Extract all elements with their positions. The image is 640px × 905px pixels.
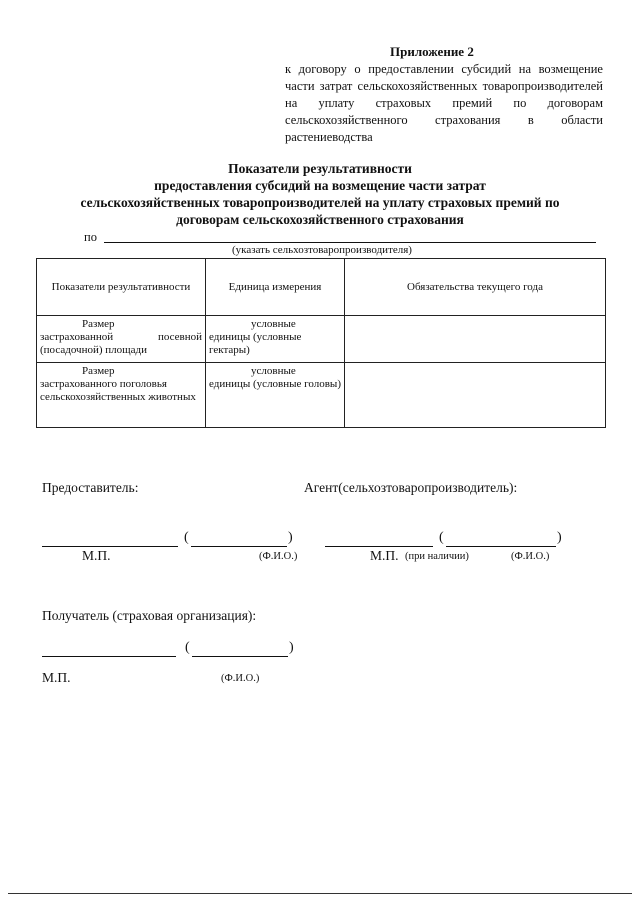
unit-cell [206,316,345,363]
recipient-mp: М.П. [42,670,71,685]
table-row [37,316,606,363]
provider-label: Предоставитель: [42,480,139,495]
provider-signature-line[interactable] [42,546,178,547]
indicator-cell [37,316,206,363]
commitment-cell[interactable] [345,316,606,363]
agent-signature-line[interactable] [325,546,433,547]
close-paren: ) [557,530,562,545]
recipient-label: Получатель (страховая организация): [42,608,257,623]
producer-fill-line[interactable] [104,242,596,243]
title-line: Показатели результативности [228,161,412,176]
recipient-signature-line[interactable] [42,656,176,657]
header-indicators: Показатели результативности [37,259,206,316]
title-line: договорам сельскохозяйственного страхования [176,212,464,227]
indicator-text: застрахованного поголовья сельскохозяйственных животных [40,378,196,403]
document-title [40,160,600,228]
indicators-table [36,258,606,428]
page-bottom-rule [8,893,632,894]
table-header-row [37,259,606,316]
provider-mp: М.П. [82,548,111,563]
unit-text: единицы (условные гектары) [209,331,302,356]
indicator-text: застрахованной посевной (посадочной) площади [40,331,202,356]
agent-name-line[interactable] [446,546,556,547]
unit-text: единицы (условные головы) [209,378,341,390]
table-row [37,363,606,428]
agent-mp-if-any: (при наличии) [405,551,469,562]
commitment-cell[interactable] [345,363,606,428]
open-paren: ( [185,640,190,655]
close-paren: ) [289,640,294,655]
provider-name-line[interactable] [191,546,287,547]
appendix-title: Приложение 2 [390,44,474,59]
open-paren: ( [439,530,444,545]
recipient-fio: (Ф.И.О.) [221,673,260,684]
unit-first-line: условные [251,318,296,330]
appendix-description: к договору о предоставлении субсидий на возмещение части затрат сельскохозяйственных товаропроизводителей на уплату страховых премий по договорам сельскохозяйственного страхования в области растениеводства [285,62,603,144]
agent-fio: (Ф.И.О.) [511,551,550,562]
po-label: по [84,230,97,244]
indicator-first-line: Размер [82,318,115,330]
recipient-name-line[interactable] [192,656,288,657]
provider-fio: (Ф.И.О.) [259,551,298,562]
title-line: предоставления субсидий на возмещение части затрат [154,178,486,193]
unit-first-line: условные [251,365,296,377]
indicator-first-line: Размер [82,365,115,377]
header-unit: Единица измерения [206,259,345,316]
agent-label: Агент(сельхозтоваропроизводитель): [304,480,518,495]
producer-hint: (указать сельхозтоваропроизводителя) [232,244,412,256]
header-commitments: Обязательства текущего года [345,259,606,316]
indicator-cell [37,363,206,428]
unit-cell [206,363,345,428]
close-paren: ) [288,530,293,545]
agent-mp: М.П. [370,548,399,563]
title-line: сельскохозяйственных товаропроизводителей на уплату страховых премий по [80,195,560,210]
open-paren: ( [184,530,189,545]
